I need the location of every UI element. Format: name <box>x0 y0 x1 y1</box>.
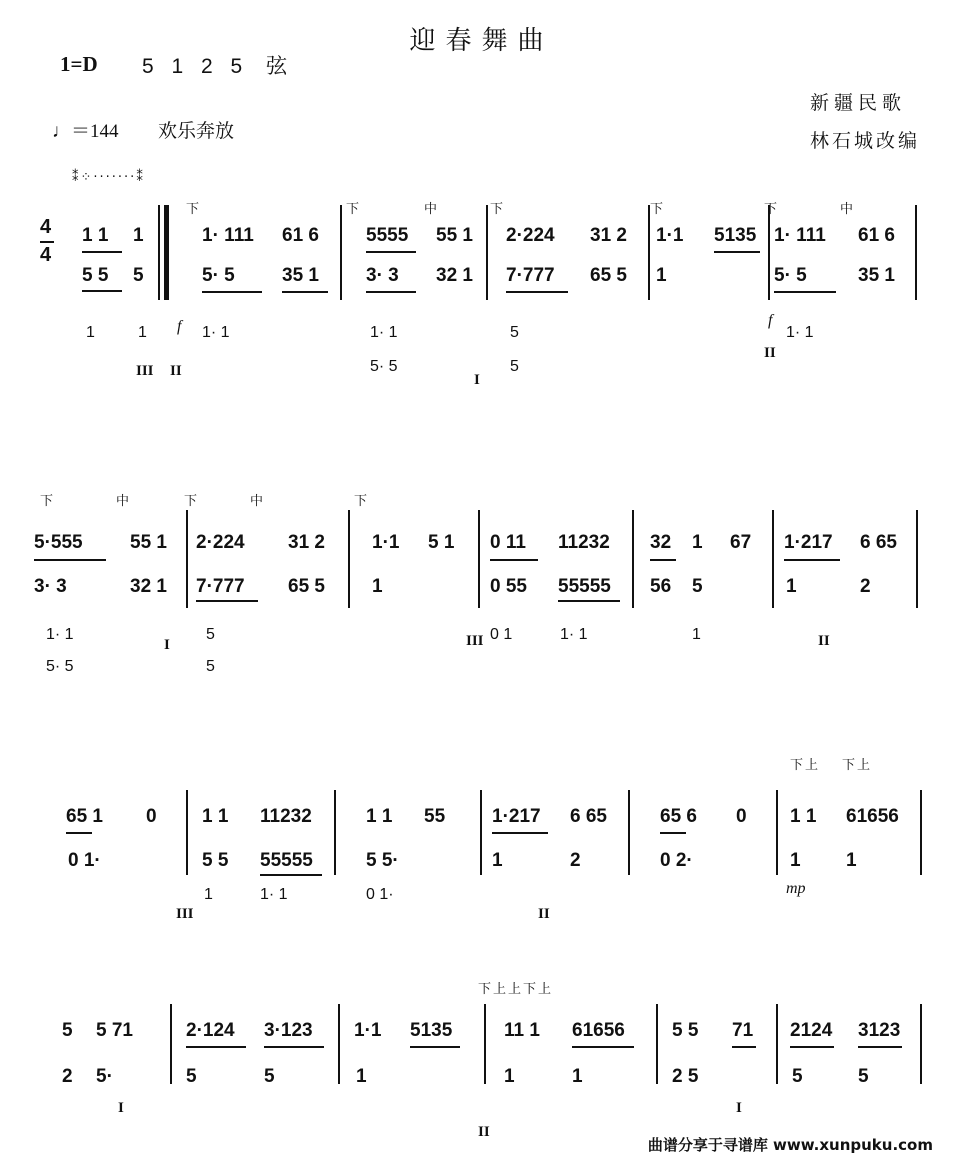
note-upper: 1 1 <box>790 806 817 827</box>
bass-note: 1· 1 <box>560 626 588 643</box>
beam <box>858 1046 902 1048</box>
note-upper: 5555 <box>366 225 409 246</box>
tech-xia: 下 <box>764 202 780 217</box>
bass-note: 1· 1 <box>260 886 288 903</box>
note-upper: 31 2 <box>288 532 325 553</box>
barline <box>186 790 188 875</box>
beam <box>282 291 328 293</box>
note-upper: 1·1 <box>656 225 684 246</box>
footer-watermark: 曲谱分享于寻谱库 www.xunpuku.com <box>647 1136 933 1154</box>
tech-xia: 下 <box>346 202 362 217</box>
barline <box>920 1004 922 1084</box>
barline <box>338 1004 340 1084</box>
position-III: III <box>466 633 484 649</box>
note-lower: 55555 <box>260 850 313 871</box>
note-upper: 2·124 <box>186 1020 235 1041</box>
note-lower: 2 <box>62 1066 73 1087</box>
position-III: III <box>176 906 194 922</box>
note-upper: 31 2 <box>590 225 627 246</box>
dynamic-mezzo-piano: mp <box>786 880 806 897</box>
bass-note: 0 1· <box>366 886 394 903</box>
barline <box>628 790 630 875</box>
note-lower: 65 5 <box>590 265 627 286</box>
bass-note: 5 <box>510 358 519 375</box>
note-lower: 5 5· <box>366 850 399 871</box>
bass-note: 5 <box>510 324 519 341</box>
note-upper: 55 <box>424 806 446 827</box>
note-upper: 1 1 <box>202 806 229 827</box>
note-upper: 5 <box>62 1020 73 1041</box>
note-lower: 7·777 <box>506 265 555 286</box>
beam <box>506 291 568 293</box>
position-II: II <box>478 1124 490 1140</box>
tech-sequence: 下上上下上 <box>478 982 554 997</box>
note-upper: 1·1 <box>354 1020 382 1041</box>
note-lower: 5· 5 <box>774 265 807 286</box>
bass-note: 1 <box>692 626 701 643</box>
tech-xia: 下 <box>40 494 56 509</box>
note-lower: 5 <box>858 1066 869 1087</box>
note-lower: 1 <box>656 265 667 286</box>
time-signature-top: 4 <box>40 216 52 238</box>
bass-note: 1· 1 <box>786 324 814 341</box>
note-upper: 67 <box>730 532 752 553</box>
note-lower: 0 1· <box>68 850 101 871</box>
barline <box>776 1004 778 1084</box>
beam <box>714 251 760 253</box>
note-upper: 65 6 <box>660 806 697 827</box>
note-lower: 1 <box>786 576 797 597</box>
bass-note: 0 1 <box>490 626 513 643</box>
tech-xia: 下 <box>184 494 200 509</box>
barline <box>484 1004 486 1084</box>
tech-xia-shang: 下上 <box>842 758 873 773</box>
time-signature-bottom: 4 <box>40 244 52 266</box>
note-lower: 5 <box>692 576 703 597</box>
tuning-label: 弦 <box>266 55 294 78</box>
position-II: II <box>170 363 182 379</box>
barline <box>920 790 922 875</box>
note-upper: 5135 <box>410 1020 453 1041</box>
barline <box>915 205 917 300</box>
note-lower: 55555 <box>558 576 611 597</box>
tech-xia: 下 <box>354 494 370 509</box>
position-III: III <box>136 363 154 379</box>
beam <box>572 1046 634 1048</box>
note-upper: 1 <box>692 532 703 553</box>
note-lower: 5 5 <box>82 265 109 286</box>
barline <box>158 205 160 300</box>
note-upper: 5 5 <box>672 1020 699 1041</box>
barline <box>348 510 350 608</box>
bass-note: 1· 1 <box>202 324 230 341</box>
note-lower: 35 1 <box>282 265 319 286</box>
note-upper: 5·555 <box>34 532 83 553</box>
tuning-notes <box>142 50 293 80</box>
barline <box>656 1004 658 1084</box>
tech-zhong: 中 <box>250 494 266 509</box>
note-upper: 3123 <box>858 1020 901 1041</box>
key-signature: 1=D <box>60 52 98 76</box>
note-lower: 1 <box>372 576 383 597</box>
barline <box>170 1004 172 1084</box>
beam <box>660 832 686 834</box>
beam <box>650 559 676 561</box>
note-upper: 6 65 <box>570 806 607 827</box>
beam <box>774 291 836 293</box>
note-upper: 0 <box>146 806 157 827</box>
note-lower: 32 1 <box>130 576 167 597</box>
tech-marks: ⁑⁘·······⁑ <box>72 170 145 185</box>
note-upper: 1·217 <box>492 806 541 827</box>
tech-zhong: 中 <box>116 494 132 509</box>
note-upper: 65 1 <box>66 806 103 827</box>
note-upper: 11232 <box>558 532 610 553</box>
note-upper: 5 71 <box>96 1020 133 1041</box>
beam <box>410 1046 460 1048</box>
note-lower: 5 <box>186 1066 197 1087</box>
note-upper: 0 11 <box>490 532 526 553</box>
note-upper: 1 <box>133 225 144 246</box>
note-lower: 1 <box>492 850 503 871</box>
note-lower: 56 <box>650 576 672 597</box>
expression-marking: 欢乐奔放 <box>158 120 235 142</box>
note-upper: 2·224 <box>506 225 555 246</box>
beam <box>492 832 548 834</box>
note-lower: 5 <box>133 265 144 286</box>
note-lower: 65 5 <box>288 576 325 597</box>
beam <box>82 290 122 292</box>
note-upper: 5135 <box>714 225 757 246</box>
note-upper: 55 1 <box>130 532 167 553</box>
barline <box>480 790 482 875</box>
beam <box>784 559 840 561</box>
beam <box>186 1046 246 1048</box>
barline <box>916 510 918 608</box>
note-upper: 61 6 <box>858 225 895 246</box>
note-upper: 6 65 <box>860 532 897 553</box>
note-lower: 0 55 <box>490 576 527 597</box>
note-lower: 7·777 <box>196 576 245 597</box>
note-upper: 0 <box>736 806 747 827</box>
dynamic-forte: f <box>177 318 182 335</box>
bass-note: 5 <box>206 658 215 675</box>
tech-zhong: 中 <box>424 202 440 217</box>
beam <box>732 1046 756 1048</box>
genre-label: 新疆民歌 <box>810 92 907 114</box>
bass-note: 1· 1 <box>46 626 74 643</box>
note-upper: 2124 <box>790 1020 833 1041</box>
note-upper: 1 1 <box>82 225 109 246</box>
note-lower: 32 1 <box>436 265 473 286</box>
position-I: I <box>474 372 480 388</box>
beam <box>366 251 416 253</box>
note-upper: 1· 111 <box>202 225 254 246</box>
dynamic-forte: f <box>768 312 773 329</box>
bass-note: 5· 5 <box>370 358 398 375</box>
tech-xia: 下 <box>186 202 202 217</box>
beam <box>264 1046 324 1048</box>
note-upper: 2·224 <box>196 532 245 553</box>
beam <box>558 600 620 602</box>
note-upper: 3·123 <box>264 1020 313 1041</box>
note-upper: 1· 111 <box>774 225 826 246</box>
tech-xia: 下 <box>490 202 506 217</box>
arranger-label: 林石城改编 <box>810 130 921 152</box>
note-upper: 1·217 <box>784 532 833 553</box>
barline <box>486 205 488 300</box>
beam <box>196 600 258 602</box>
position-II: II <box>538 906 550 922</box>
bass-note: 1 <box>138 324 147 341</box>
note-upper: 1·1 <box>372 532 400 553</box>
position-I: I <box>736 1100 742 1116</box>
beam <box>260 874 322 876</box>
note-lower: 5· <box>96 1066 113 1087</box>
note-upper: 32 <box>650 532 672 553</box>
barline <box>776 790 778 875</box>
barline <box>772 510 774 608</box>
barline <box>648 205 650 300</box>
bass-note: 1 <box>204 886 213 903</box>
note-lower: 3· 3 <box>366 265 399 286</box>
note-upper: 5 1 <box>428 532 455 553</box>
barline <box>334 790 336 875</box>
tech-zhong: 中 <box>840 202 856 217</box>
beam <box>66 832 92 834</box>
note-lower: 1 <box>572 1066 583 1087</box>
repeat-barline <box>164 205 169 300</box>
beam <box>366 291 416 293</box>
time-signature-line <box>40 241 54 243</box>
note-upper: 61656 <box>846 806 899 827</box>
note-upper: 11 1 <box>504 1020 540 1041</box>
barline <box>768 205 770 300</box>
note-lower: 0 2· <box>660 850 693 871</box>
tempo-marking: ♩＝144 <box>52 121 119 142</box>
note-lower: 35 1 <box>858 265 895 286</box>
barline <box>186 510 188 608</box>
tuning-note-list: 5 1 2 5 <box>142 55 249 78</box>
note-lower: 1 <box>846 850 857 871</box>
tech-xia-shang: 下上 <box>790 758 821 773</box>
note-upper: 61656 <box>572 1020 625 1041</box>
tech-xia: 下 <box>650 202 666 217</box>
note-upper: 11232 <box>260 806 312 827</box>
beam <box>202 291 262 293</box>
note-lower: 2 <box>860 576 871 597</box>
note-lower: 5 <box>264 1066 275 1087</box>
beam <box>34 559 106 561</box>
barline <box>632 510 634 608</box>
beam <box>490 559 538 561</box>
note-lower: 2 <box>570 850 581 871</box>
note-lower: 5 <box>792 1066 803 1087</box>
position-II: II <box>764 345 776 361</box>
note-upper: 55 1 <box>436 225 473 246</box>
bass-note: 1· 1 <box>370 324 398 341</box>
position-II: II <box>818 633 830 649</box>
note-lower: 1 <box>356 1066 367 1087</box>
note-upper: 71 <box>732 1020 754 1041</box>
bass-note: 5 <box>206 626 215 643</box>
page-title: 迎春舞曲 <box>409 26 554 56</box>
note-lower: 5 5 <box>202 850 229 871</box>
note-upper: 61 6 <box>282 225 319 246</box>
note-lower: 2 5 <box>672 1066 699 1087</box>
barline <box>478 510 480 608</box>
position-I: I <box>164 637 170 653</box>
note-lower: 3· 3 <box>34 576 67 597</box>
beam <box>82 251 122 253</box>
barline <box>340 205 342 300</box>
note-lower: 1 <box>790 850 801 871</box>
note-lower: 5· 5 <box>202 265 235 286</box>
note-lower: 1 <box>504 1066 515 1087</box>
bass-note: 5· 5 <box>46 658 74 675</box>
note-upper: 1 1 <box>366 806 393 827</box>
bass-note: 1 <box>86 324 95 341</box>
beam <box>790 1046 834 1048</box>
position-I: I <box>118 1100 124 1116</box>
